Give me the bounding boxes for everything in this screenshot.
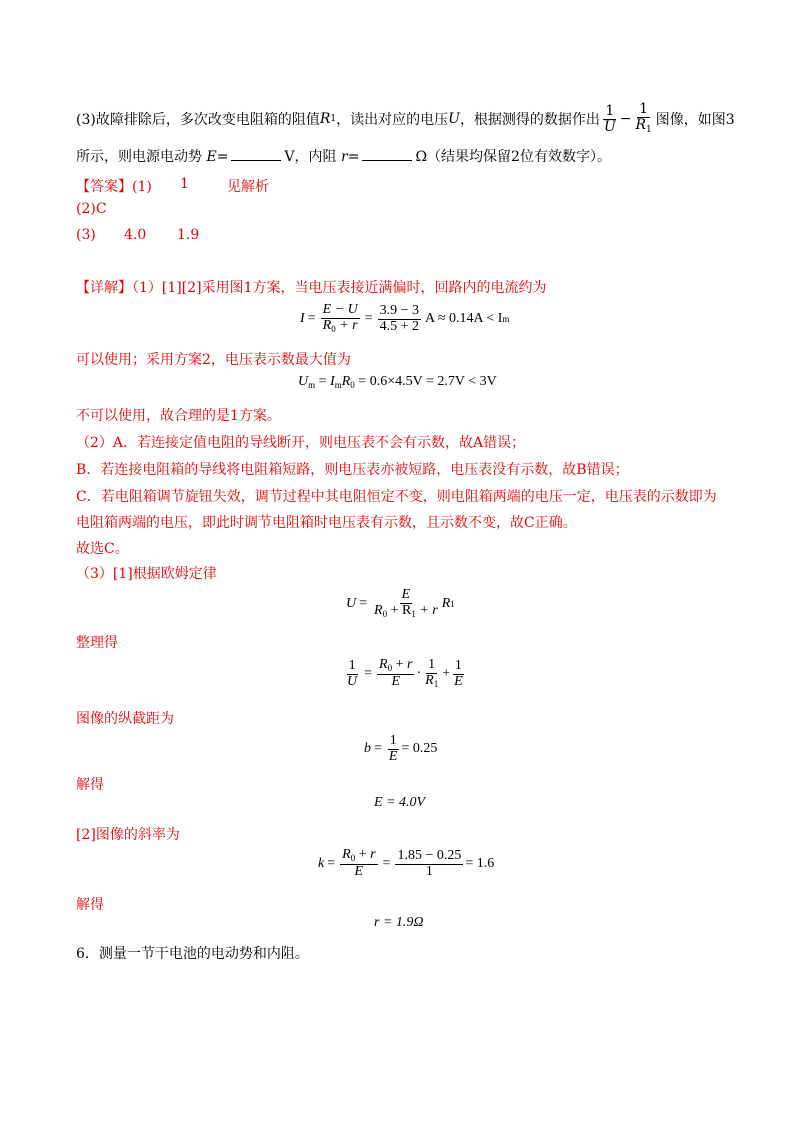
question-6: 6．测量一节干电池的电动势和内阻。 — [76, 946, 309, 962]
part2-choose: 故选C。 — [76, 541, 129, 557]
solve-label-1: 解得 — [76, 777, 104, 793]
q3-line2-text: 所示，则电源电动势 — [76, 149, 202, 165]
question-3-line-2: 所示，则电源电动势 E= V，内阻 r= Ω（结果均保留2位有效数字）。 — [76, 149, 611, 165]
answer-3-num: (3) — [76, 227, 96, 243]
equation-2: $U_m = I_mR_0 = 0.6\times 4.5V = 2.7V < 3V$ — [298, 374, 497, 390]
answer-3-val2: 1.9 — [177, 227, 200, 243]
q3-text-suffix: 图像，如图3 — [655, 112, 735, 128]
part2-c-line1: C．若电阻箱调节旋钮失效，调节过程中其电阻恒定不变，则电阻箱两端的电压一定，电压表的示数即为 — [76, 489, 717, 505]
fraction-1-over-u: $\frac{1}{U}$ — [603, 102, 616, 135]
q3-text-mid2: ，根据测得的数据作出 — [459, 112, 600, 128]
equation-1: I = $\frac{E - U}{R_0 + r}$ = $\frac{3.9 - 3}{4.5 + 2}$ A ≈ 0.14A < I m — [300, 302, 510, 335]
part2-a: （2）A．若连接定值电阻的导线断开，则电压表不会有示数，故A错误； — [76, 435, 526, 451]
intercept-label: 图像的纵截距为 — [76, 711, 174, 727]
solve-label-2: 解得 — [76, 897, 104, 913]
line-not-usable: 不可以使用，故合理的是1方案。 — [76, 408, 281, 424]
equation-3: U = $\frac{E}{R_0 + R_1 + r}$ R 1 — [346, 587, 455, 620]
unit-ohm-text: Ω（结果均保留2位有效数字）。 — [415, 149, 611, 165]
part2-c-line2: 电阻箱两端的电压，即此时调节电阻箱时电压表有示数，且示数不变，故C正确。 — [76, 515, 577, 531]
detail-intro — [76, 277, 546, 297]
var-r: r — [341, 149, 348, 165]
question-3-line-1 — [76, 101, 735, 137]
answer-1-val1: 1 — [180, 176, 189, 192]
answer-3-val1: 4.0 — [124, 227, 147, 243]
blank-r — [362, 148, 412, 161]
var-r1: R — [319, 111, 331, 127]
equation-5: b = $\frac{1}{E}$ = 0.25 — [364, 732, 438, 764]
blank-e — [231, 148, 281, 161]
answer-1-val2: 见解析 — [227, 179, 269, 195]
answer-row-1 — [76, 176, 152, 196]
q3-text: (3)故障排除后，多次改变电阻箱的阻值 — [76, 112, 320, 128]
rearrange-label: 整理得 — [76, 635, 118, 651]
minus-sign: − — [619, 111, 632, 127]
equation-7: k = $\frac{R_0 + r}{E}$ = $\frac{1.85 - 0.25}{1}$ = 1.6 — [318, 847, 495, 879]
fraction-1-over-r1: $\frac{1}{R_1}$ — [635, 101, 652, 136]
answer-row-2: (2)C — [76, 201, 107, 217]
line-usable: 可以使用；采用方案2，电压表示数最大值为 — [76, 352, 351, 368]
slope-label: [2]图像的斜率为 — [76, 827, 180, 843]
equation-4: $\frac{1}{U}$ = $\frac{R_0 + r}{E}$ · $\frac{1}{R_1}$ + $\frac{1}{E}$ — [347, 657, 463, 690]
equation-6: E = 4.0V — [374, 795, 426, 810]
unit-v-text: V，内阻 — [284, 149, 337, 165]
part2-b: B．若连接电阻箱的导线将电阻箱短路，则电压表亦被短路，电压表没有示数，故B错误； — [76, 462, 629, 478]
part3-intro: （3）[1]根据欧姆定律 — [76, 566, 217, 582]
answer-1-num: (1) — [132, 179, 152, 195]
detail-heading: 【详解】 — [76, 280, 132, 296]
q3-text-mid: ，读出对应的电压 — [336, 112, 449, 128]
answer-heading: 【答案】 — [76, 179, 132, 195]
sub-1: 1 — [330, 114, 337, 124]
var-e: E — [206, 149, 217, 165]
detail-intro-text: （1）[1][2]采用图1方案，当电压表接近满偏时，回路内的电流约为 — [132, 280, 547, 296]
var-u: U — [448, 111, 460, 127]
equation-8: r = 1.9Ω — [374, 915, 424, 930]
